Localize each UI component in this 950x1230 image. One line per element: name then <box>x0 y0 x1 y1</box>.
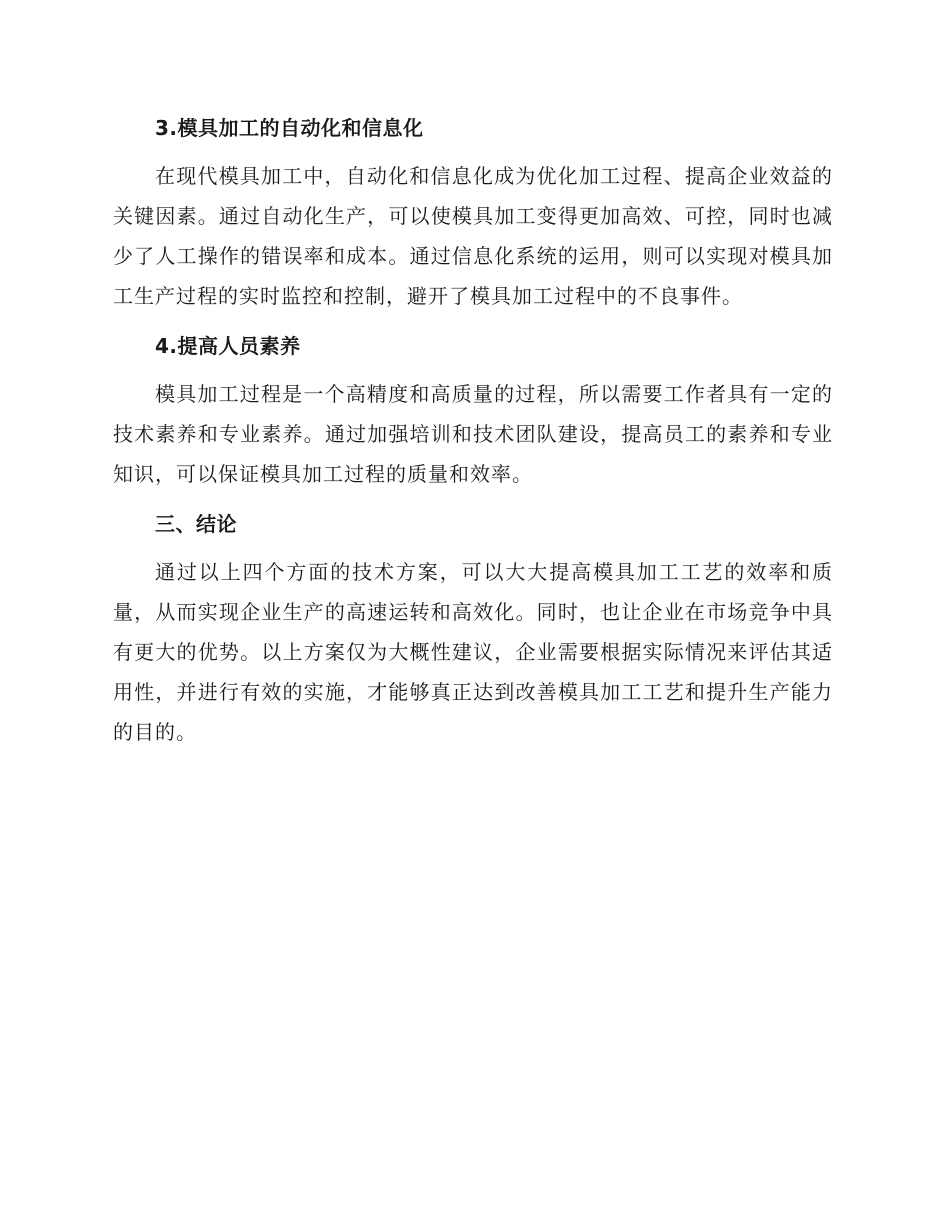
document-body <box>113 110 833 752</box>
section-paragraph-conclusion: 通过以上四个方面的技术方案，可以大大提高模具加工工艺的效率和质量，从而实现企业生产的高速运转和高效化。同时，也让企业在市场竞争中具有更大的优势。以上方案仅为大概性建议，企业需要根据实际情况来评估其适用性，并进行有效的实施，才能够真正达到改善模具加工工艺和提升生产能力的目的。 <box>113 560 833 744</box>
section-heading-automation: 3.模具加工的自动化和信息化 <box>155 116 424 140</box>
section-heading-personnel: 4.提高人员素养 <box>155 334 301 358</box>
section-heading-conclusion: 三、结论 <box>155 512 237 536</box>
section-paragraph-automation: 在现代模具加工中，自动化和信息化成为优化加工过程、提高企业效益的关键因素。通过自动化生产，可以使模具加工变得更加高效、可控，同时也减少了人工操作的错误率和成本。通过信息化系统的运用，则可以实现对模具加工生产过程的实时监控和控制，避开了模具加工过程中的不良事件。 <box>113 164 833 308</box>
section-paragraph-personnel: 模具加工过程是一个高精度和高质量的过程，所以需要工作者具有一定的技术素养和专业素养。通过加强培训和技术团队建设，提高员工的素养和专业知识，可以保证模具加工过程的质量和效率。 <box>113 382 833 486</box>
